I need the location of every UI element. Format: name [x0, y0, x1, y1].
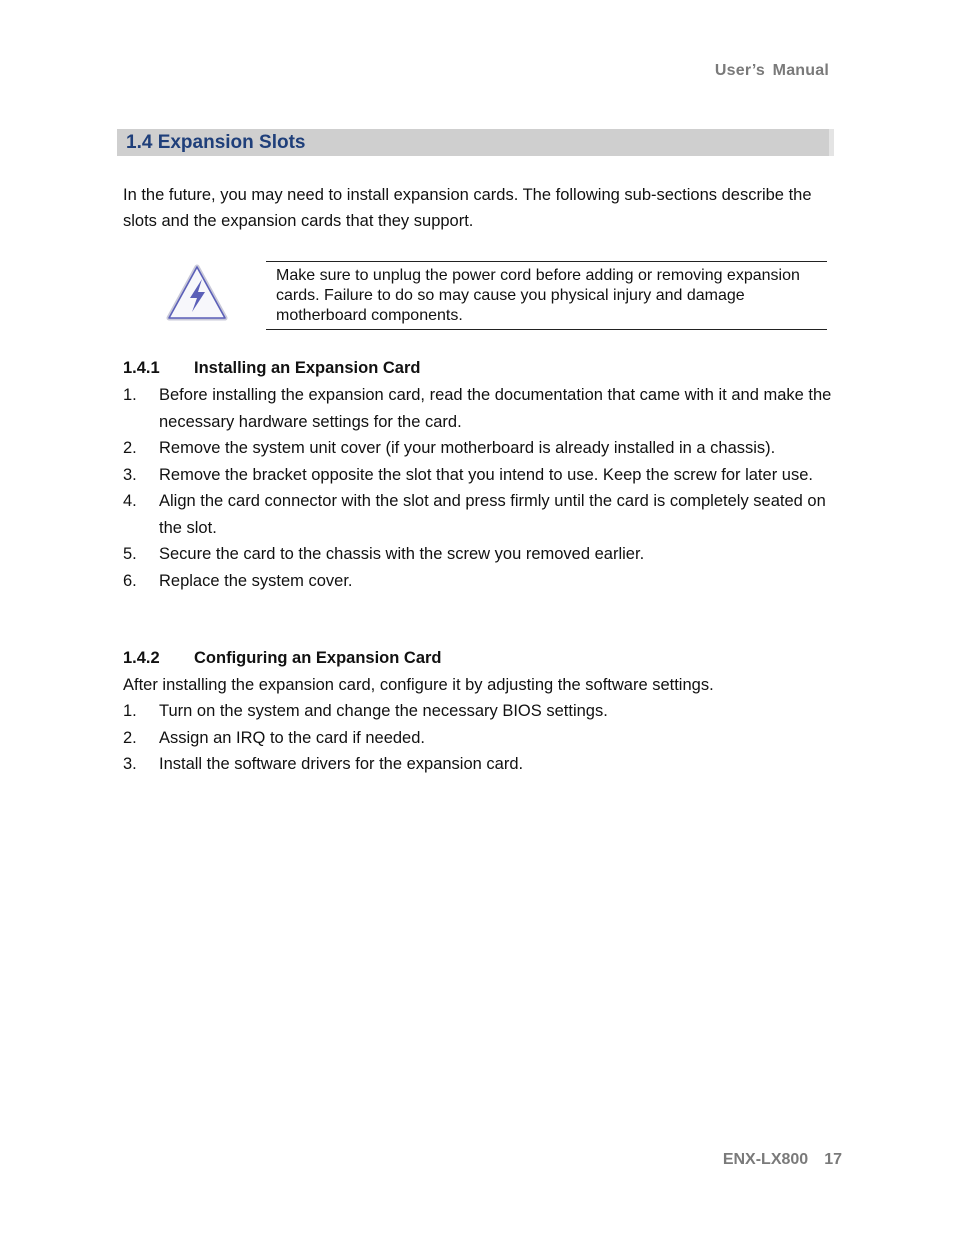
step-number: 4.: [123, 492, 137, 510]
step-text: Assign an IRQ to the card if needed.: [159, 728, 425, 747]
step-number: 5.: [123, 545, 137, 563]
warning-note: Make sure to unplug the power cord before adding or removing expansion cards. Failure to do so may cause you physical injury and damage motherboard components.: [266, 261, 827, 330]
list-item: [123, 488, 843, 541]
step-text: Install the software drivers for the expansion card.: [159, 755, 524, 773]
step-number: 1.: [123, 386, 137, 404]
subsection-title: Configuring an Expansion Card: [194, 649, 442, 667]
step-text: Remove the bracket opposite the slot that you intend to use. Keep the screw for later use.: [159, 465, 813, 484]
step-number: 2.: [123, 728, 137, 747]
step-number: 1.: [123, 702, 137, 720]
list-item: [123, 725, 843, 752]
list-item: [123, 435, 843, 462]
list-item: [123, 751, 843, 778]
step-text: Turn on the system and change the necessary BIOS settings.: [159, 702, 608, 720]
configuring-lead-paragraph: After installing the expansion card, configure it by adjusting the software settings.: [123, 676, 714, 694]
page-footer: [723, 1151, 842, 1169]
list-item: [123, 698, 843, 725]
subsection-number: 1.4.1: [123, 359, 160, 377]
warning-lightning-icon: [166, 264, 228, 322]
step-text: Remove the system unit cover (if your motherboard is already installed in a chassis).: [159, 439, 776, 457]
list-item: [123, 541, 843, 568]
list-item: [123, 568, 843, 595]
running-header: User’s Manual: [714, 62, 829, 79]
configuring-steps-list: [123, 698, 843, 778]
subsection-heading-installing: [123, 359, 420, 378]
step-number: 3.: [123, 465, 137, 484]
list-item: [123, 462, 843, 489]
intro-paragraph: In the future, you may need to install expansion cards. The following sub‑sections describe the slots and the expansion cards that they support.: [123, 186, 812, 230]
installing-steps-list: [123, 382, 843, 594]
footer-model: ENX-LX800: [722, 1151, 809, 1168]
step-number: 3.: [123, 755, 137, 773]
step-text: Align the card connector with the slot and press firmly until the card is completely seated on the slot.: [159, 492, 826, 537]
subsection-number: 1.4.2: [123, 649, 160, 667]
subsection-heading-configuring: [123, 649, 442, 668]
step-text: Replace the system cover.: [159, 571, 353, 590]
section-bar-edge: [829, 129, 834, 156]
list-item: [123, 382, 843, 435]
page-number: 17: [824, 1151, 842, 1168]
step-number: 6.: [123, 571, 137, 590]
step-number: 2.: [123, 439, 137, 457]
section-title-bar: [117, 129, 834, 156]
step-text: Before installing the expansion card, read the documentation that came with it and make the necessary hardware settings for the card.: [159, 386, 832, 431]
subsection-title: Installing an Expansion Card: [194, 359, 421, 377]
section-title: 1.4 Expansion Slots: [126, 132, 306, 153]
step-text: Secure the card to the chassis with the screw you removed earlier.: [159, 545, 645, 563]
